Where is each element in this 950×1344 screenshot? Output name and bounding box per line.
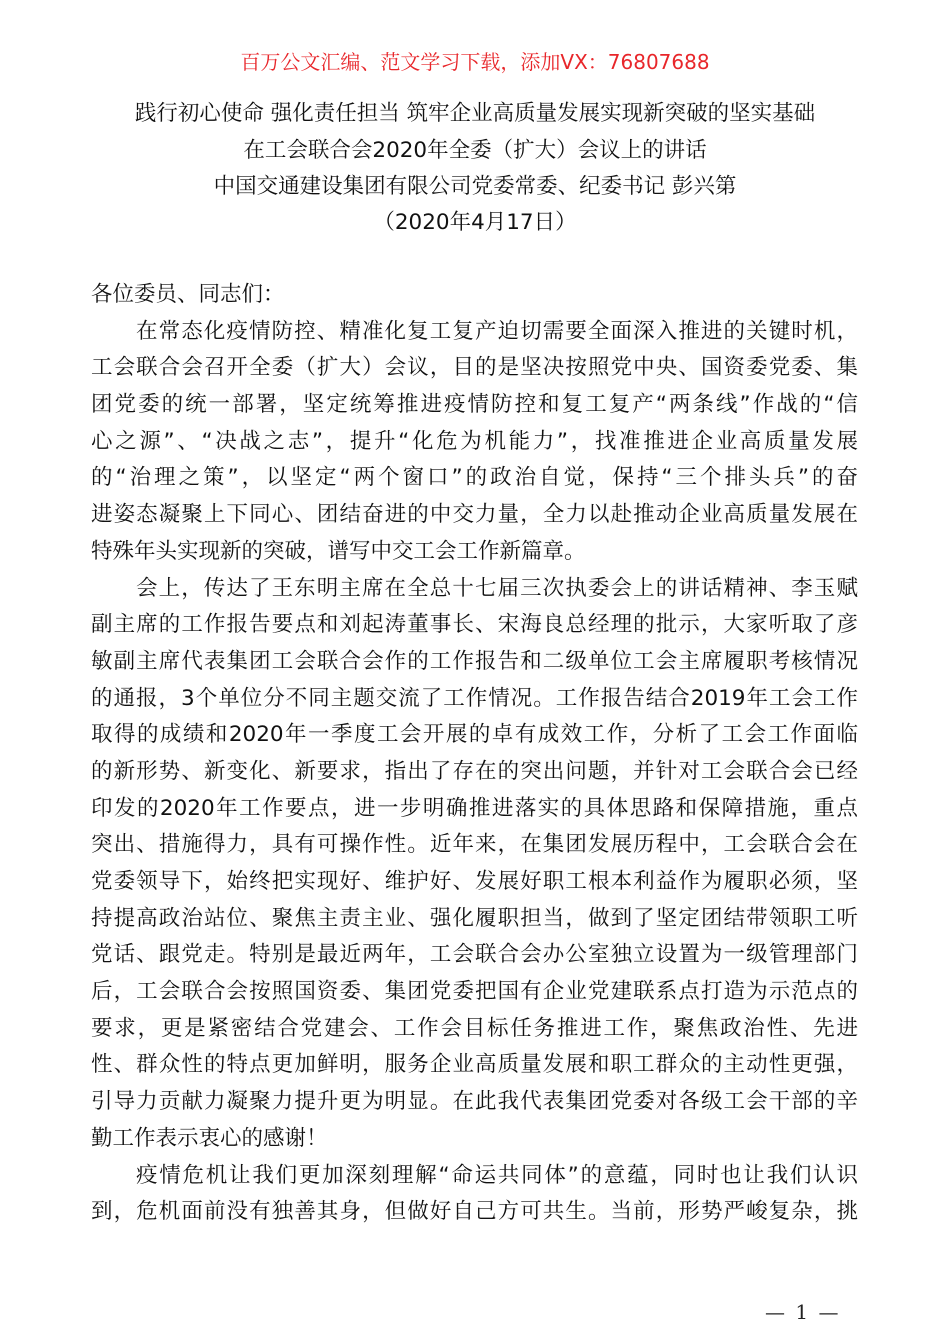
paragraph-line: 党话、跟党走。特别是最近两年，工会联合会办公室独立设置为一级管理部门 xyxy=(91,942,858,968)
paragraph-line: 突出、措施得力，具有可操作性。近年来，在集团发展历程中，工会联合会在 xyxy=(91,832,858,858)
paragraph-line: 到，危机面前没有独善其身，但做好自己方可共生。当前，形势严峻复杂，挑 xyxy=(91,1199,858,1225)
watermark-banner: 百万公文汇编、范文学习下载，添加VX：76807688 xyxy=(240,50,710,74)
paragraph-line: 性、群众性的特点更加鲜明，服务企业高质量发展和职工群众的主动性更强， xyxy=(91,1052,858,1078)
document-title: 践行初心使命 强化责任担当 筑牢企业高质量发展实现新突破的坚实基础 xyxy=(134,101,816,126)
paragraph-line: 心之源”、“决战之志”，提升“化危为机能力”，找准推进企业高质量发展 xyxy=(91,428,858,454)
document-date: （2020年4月17日） xyxy=(373,210,577,235)
paragraph-line: 特殊年头实现新的突破，谱写中交工会工作新篇章。 xyxy=(91,538,586,564)
paragraph-line: 进姿态凝聚上下同心、团结奋进的中交力量，全力以赴推动企业高质量发展在 xyxy=(91,502,858,528)
page-number: — 1 — xyxy=(765,1300,841,1324)
paragraph-line: 疫情危机让我们更加深刻理解“命运共同体”的意蕴，同时也让我们认识 xyxy=(136,1162,858,1188)
paragraph-line: 后，工会联合会按照国资委、集团党委把国有企业党建联系点打造为示范点的 xyxy=(91,979,858,1005)
salutation: 各位委员、同志们： xyxy=(91,282,285,307)
paragraph-line: 会上，传达了王东明主席在全总十七届三次执委会上的讲话精神、李玉赋 xyxy=(136,575,858,601)
paragraph-line: 印发的2020年工作要点，进一步明确推进落实的具体思路和保障措施，重点 xyxy=(91,795,858,821)
document-body xyxy=(91,277,858,1231)
paragraph-line: 工会联合会召开全委（扩大）会议，目的是坚决按照党中央、国资委党委、集 xyxy=(91,355,858,381)
paragraph-line: 勤工作表示衷心的感谢！ xyxy=(91,1125,328,1151)
paragraph-line: 引导力贡献力凝聚力提升更为明显。在此我代表集团党委对各级工会干部的辛 xyxy=(91,1089,858,1115)
paragraph-line: 在常态化疫情防控、精准化复工复产迫切需要全面深入推进的关键时机， xyxy=(136,318,858,344)
paragraph-line: 副主席的工作报告要点和刘起涛董事长、宋海良总经理的批示，大家听取了彦 xyxy=(91,612,858,638)
paragraph-line: 要求，更是紧密结合党建会、工作会目标任务推进工作，聚焦政治性、先进 xyxy=(91,1015,858,1041)
paragraph-line: 持提高政治站位、聚焦主责主业、强化履职担当，做到了坚定团结带领职工听 xyxy=(91,905,858,931)
paragraph-line: 党委领导下，始终把实现好、维护好、发展好职工根本利益作为履职必须，坚 xyxy=(91,869,858,894)
paragraph-line: 敏副主席代表集团工会联合会作的工作报告和二级单位工会主席履职考核情况 xyxy=(91,648,858,674)
paragraph-line: 取得的成绩和2020年一季度工会开展的卓有成效工作，分析了工会工作面临 xyxy=(91,722,858,748)
paragraph-line: 团党委的统一部署，坚定统筹推进疫情防控和复工复产“两条线”作战的“信 xyxy=(91,392,858,418)
paragraph-line: 的通报，3个单位分不同主题交流了工作情况。工作报告结合2019年工会工作 xyxy=(91,685,858,711)
paragraph-line: 的新形势、新变化、新要求，指出了存在的突出问题，并针对工会联合会已经 xyxy=(91,758,858,784)
document-author: 中国交通建设集团有限公司党委常委、纪委书记 彭兴第 xyxy=(213,174,737,199)
paragraph-line: 的“治理之策”，以坚定“两个窗口”的政治自觉，保持“三个排头兵”的奋 xyxy=(91,465,858,491)
document-subtitle: 在工会联合会2020年全委（扩大）会议上的讲话 xyxy=(243,138,707,163)
